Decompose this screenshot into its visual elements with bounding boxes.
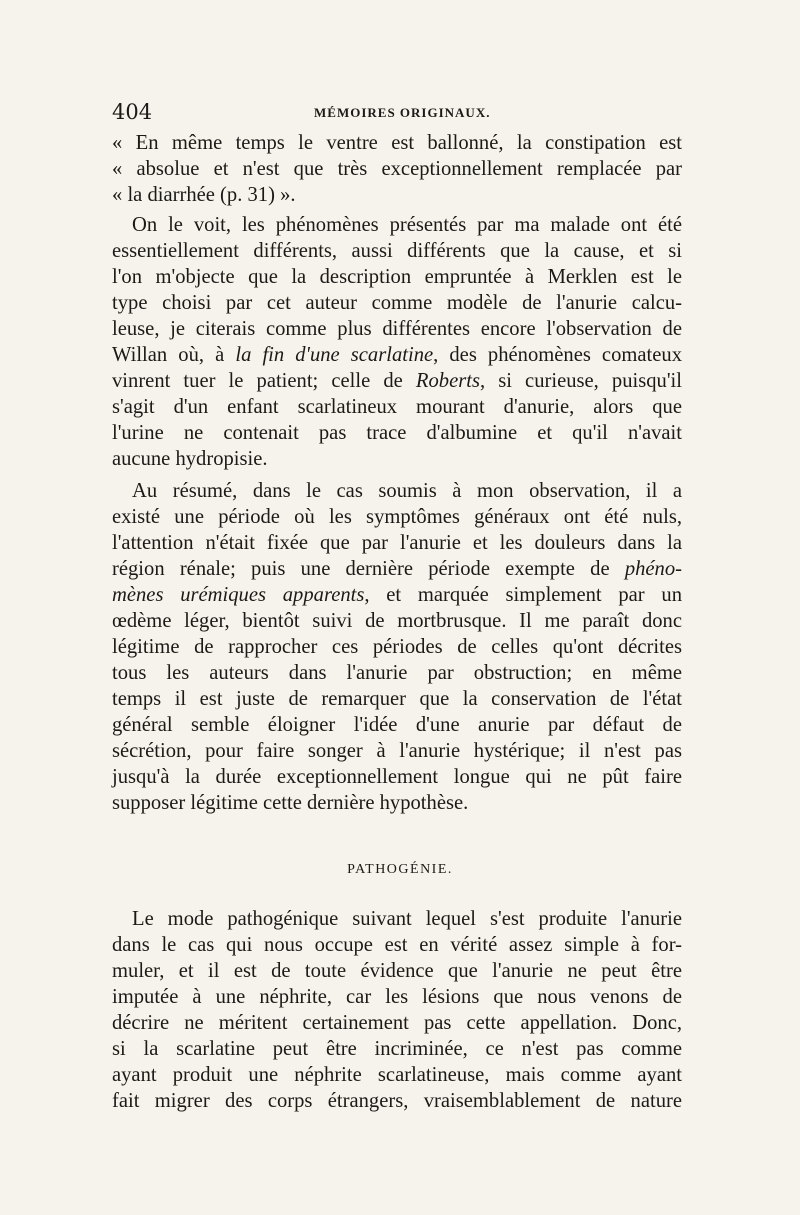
page-number: 404 — [112, 100, 153, 124]
text-line — [112, 342, 682, 368]
text-line: supposer légitime cette dernière hypothèse. — [112, 792, 469, 814]
text-line — [112, 582, 682, 608]
text-line: légitime de rapprocher ces périodes de celles qu'ont décrites — [112, 636, 682, 658]
paragraph-summary — [112, 478, 682, 816]
text-line: œdème léger, bientôt suivi de mortbrusque. Il me paraît donc — [112, 610, 682, 632]
text-run: , et marquée simplement par un — [364, 584, 683, 606]
text-line: sécrétion, pour faire songer à l'anurie hystérique; il n'est pas — [112, 740, 682, 762]
italic-run: la fin d'une scarlatine — [235, 344, 434, 366]
running-title: MÉMOIRES ORIGINAUX. — [314, 105, 491, 120]
page-header — [112, 100, 692, 128]
text-line: ayant produit une néphrite scarlatineuse, mais comme ayant — [112, 1064, 682, 1086]
italic-run: phéno- — [624, 558, 682, 580]
text-line: l'attention n'était fixée que par l'anurie et les douleurs dans la — [112, 532, 682, 554]
text-line — [112, 368, 682, 394]
text-run: vinrent tuer le patient; celle de — [112, 370, 416, 392]
italic-run: mènes urémiques apparents — [112, 584, 365, 606]
text-line: fait migrer des corps étrangers, vraisemblablement de nature — [112, 1090, 682, 1112]
text-run: région rénale; puis une dernière période exempte de — [112, 558, 625, 580]
text-line: jusqu'à la durée exceptionnellement longue qui ne pût faire — [112, 766, 682, 788]
text-run: , des phénomènes comateux — [433, 344, 682, 366]
text-line: « absolue et n'est que très exceptionnellement remplacée par — [112, 158, 682, 180]
section-heading: PATHOGÉNIE. — [347, 862, 453, 877]
text-line: « la diarrhée (p. 31) ». — [112, 184, 296, 206]
text-line: décrire ne méritent certainement pas cette appellation. Donc, — [112, 1012, 682, 1034]
text-line: On le voit, les phénomènes présentés par ma malade ont été — [132, 214, 682, 236]
text-run: , si curieuse, puisqu'il — [479, 370, 682, 392]
text-line: existé une période où les symptômes généraux ont été nuls, — [112, 506, 682, 528]
text-line: leuse, je citerais comme plus différentes encore l'observation de — [112, 318, 682, 340]
text-line: muler, et il est de toute évidence que l'anurie ne peut être — [112, 960, 682, 982]
text-line: l'on m'objecte que la description empruntée à Merklen est le — [112, 266, 682, 288]
paragraph-comparison — [112, 212, 682, 472]
text-line: « En même temps le ventre est ballonné, la constipation est — [112, 132, 682, 154]
text-line: Le mode pathogénique suivant lequel s'est produite l'anurie — [132, 908, 682, 930]
quotation-paragraph — [112, 130, 682, 208]
text-line: général semble éloigner l'idée d'une anurie par défaut de — [112, 714, 682, 736]
text-line — [112, 556, 682, 582]
text-line: dans le cas qui nous occupe est en vérité assez simple à for- — [112, 934, 682, 956]
text-line: imputée à une néphrite, car les lésions que nous venons de — [112, 986, 682, 1008]
text-line: type choisi par cet auteur comme modèle de l'anurie calcu- — [112, 292, 682, 314]
text-line: tous les auteurs dans l'anurie par obstruction; en même — [112, 662, 682, 684]
paragraph-pathogenesis — [112, 906, 682, 1114]
text-run: Willan où, à — [112, 344, 236, 366]
text-line: si la scarlatine peut être incriminée, ce n'est pas comme — [112, 1038, 682, 1060]
text-line: l'urine ne contenait pas trace d'albumine et qu'il n'avait — [112, 422, 682, 444]
text-line: temps il est juste de remarquer que la conservation de l'état — [112, 688, 682, 710]
text-line: s'agit d'un enfant scarlatineux mourant d'anurie, alors que — [112, 396, 682, 418]
text-line: Au résumé, dans le cas soumis à mon observation, il a — [132, 480, 682, 502]
text-line: essentiellement différents, aussi différents que la cause, et si — [112, 240, 682, 262]
text-line: aucune hydropisie. — [112, 448, 268, 470]
italic-run: Roberts — [415, 370, 480, 392]
